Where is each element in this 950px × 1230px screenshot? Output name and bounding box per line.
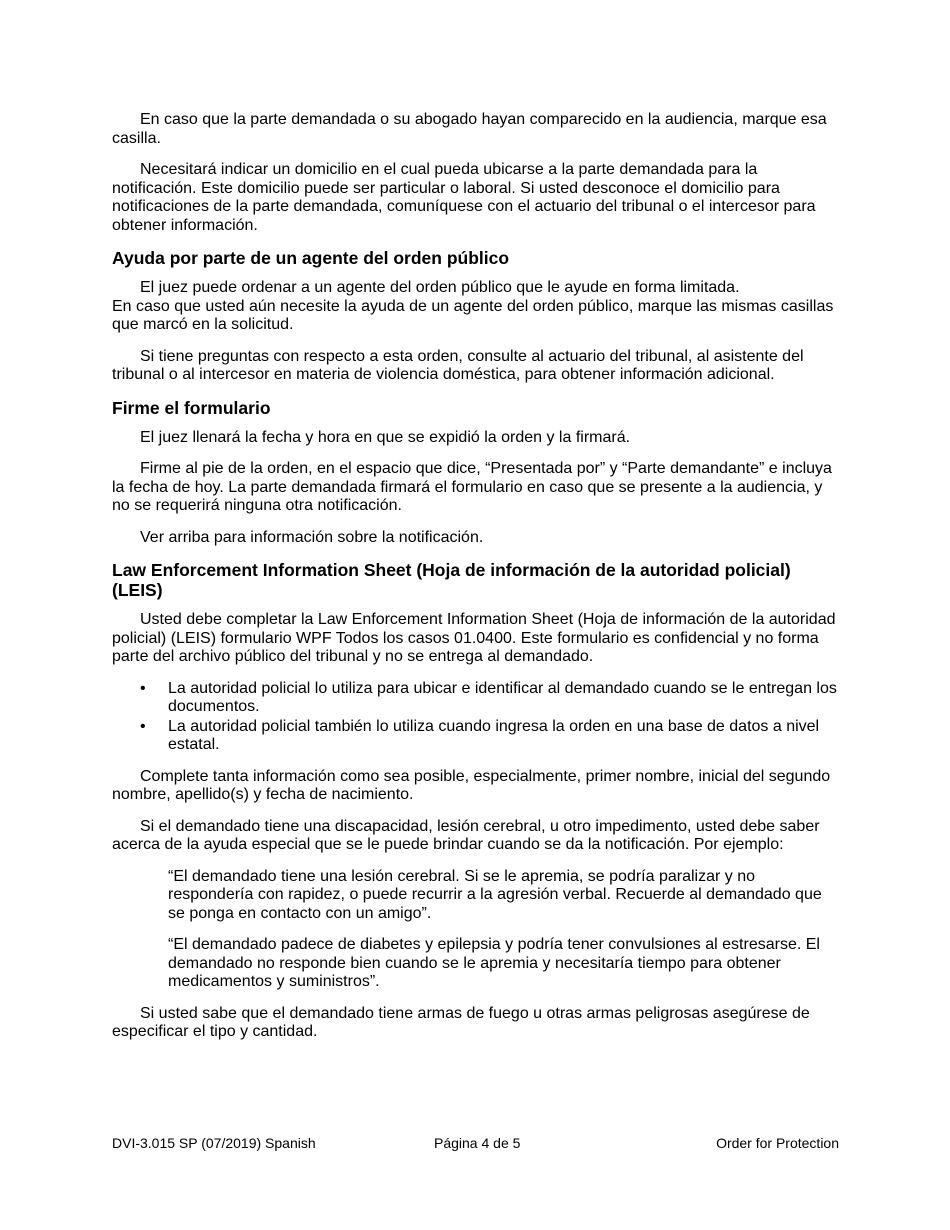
paragraph-petitioner-signs: Firme al pie de la orden, en el espacio que dice, “Presentada por” y “Parte demandante” e incluya la fecha de hoy. La parte demandada firmará el formulario en caso que se presente a la audiencia, y no se requerirá ninguna otra notificación.	[112, 460, 832, 514]
paragraph-law-enforcement-help-line1: El juez puede ordenar a un agente del orden público que le ayude en forma limitada.	[140, 279, 740, 296]
paragraph-leis-intro: Usted debe completar la Law Enforcement Information Sheet (Hoja de información de la autoridad policial) (LEIS) formulario WPF Todos los casos 01.0400. Este formulario es confidencial y no forma parte del archivo público del tribunal y no se entrega al demandado.	[112, 611, 836, 665]
paragraph-judge-signs: El juez llenará la fecha y hora en que se expidió la orden y la firmará.	[140, 428, 631, 446]
heading-law-enforcement-help: Ayuda por parte de un agente del orden público	[112, 248, 510, 268]
list-item-text: La autoridad policial lo utiliza para ubicar e identificar al demandado cuando se le entregan los documentos.	[168, 679, 837, 715]
document-body	[112, 111, 840, 1042]
heading-leis: Law Enforcement Information Sheet (Hoja de información de la autoridad policial) (LEIS)	[112, 560, 791, 600]
list-item	[112, 680, 840, 717]
heading-sign-form: Firme el formulario	[112, 397, 271, 418]
paragraph-complete-info: Complete tanta información como sea posible, especialmente, primer nombre, inicial del segundo nombre, apellido(s) y fecha de nacimiento.	[112, 767, 831, 803]
list-item-text: La autoridad policial también lo utiliza cuando ingresa la orden en una base de datos a nivel estatal.	[168, 717, 820, 753]
bullet-icon: •	[140, 717, 146, 735]
footer-page-number: Página 4 de 5	[434, 1135, 521, 1151]
footer-form-title: Order for Protection	[716, 1135, 839, 1151]
paragraph-law-enforcement-help	[112, 279, 840, 335]
paragraph-weapons: Si usted sabe que el demandado tiene armas de fuego u otras armas peligrosas asegúrese de especificar el tipo y cantidad.	[112, 1004, 810, 1040]
leis-bullet-list	[112, 680, 840, 755]
paragraph-questions: Si tiene preguntas con respecto a esta orden, consulte al actuario del tribunal, al asistente del tribunal o al intercesor en materia de violencia doméstica, para obtener información adicional.	[112, 347, 804, 383]
paragraph-service-address: Necesitará indicar un domicilio en el cual pueda ubicarse a la parte demandada para la notificación. Este domicilio puede ser particular o laboral. Si usted desconoce el domicilio para notificaciones de la parte demandada, comuníquese con el actuario del tribunal o el intercesor para obtener información.	[112, 161, 816, 234]
paragraph-law-enforcement-help-line2: En caso que usted aún necesite la ayuda de un agente del orden público, marque las mismas casillas que marcó en la solicitud.	[112, 297, 834, 333]
quote-brain-injury: “El demandado tiene una lesión cerebral. Si se le apremia, se podría paralizar y no respondería con rapidez, o puede recurrir a la agresión verbal. Recuerde al demandado que se ponga en contacto con un amigo”.	[168, 867, 822, 922]
paragraph-respondent-appeared: En caso que la parte demandada o su abogado hayan comparecido en la audiencia, marque esa casilla.	[112, 111, 827, 147]
paragraph-see-above: Ver arriba para información sobre la notificación.	[140, 528, 484, 546]
bullet-icon: •	[140, 679, 146, 697]
quote-diabetes: “El demandado padece de diabetes y epilepsia y podría tener convulsiones al estresarse. El demandado no responde bien cuando se le apremia y necesitaría tiempo para obtener medicamentos y suministros”.	[168, 936, 820, 990]
list-item	[112, 718, 840, 755]
footer-form-id: DVI-3.015 SP (07/2019) Spanish	[112, 1135, 316, 1151]
paragraph-disability: Si el demandado tiene una discapacidad, lesión cerebral, u otro impedimento, usted debe saber acerca de la ayuda especial que se le puede brindar cuando se da la notificación. Por ejemplo:	[112, 817, 820, 853]
